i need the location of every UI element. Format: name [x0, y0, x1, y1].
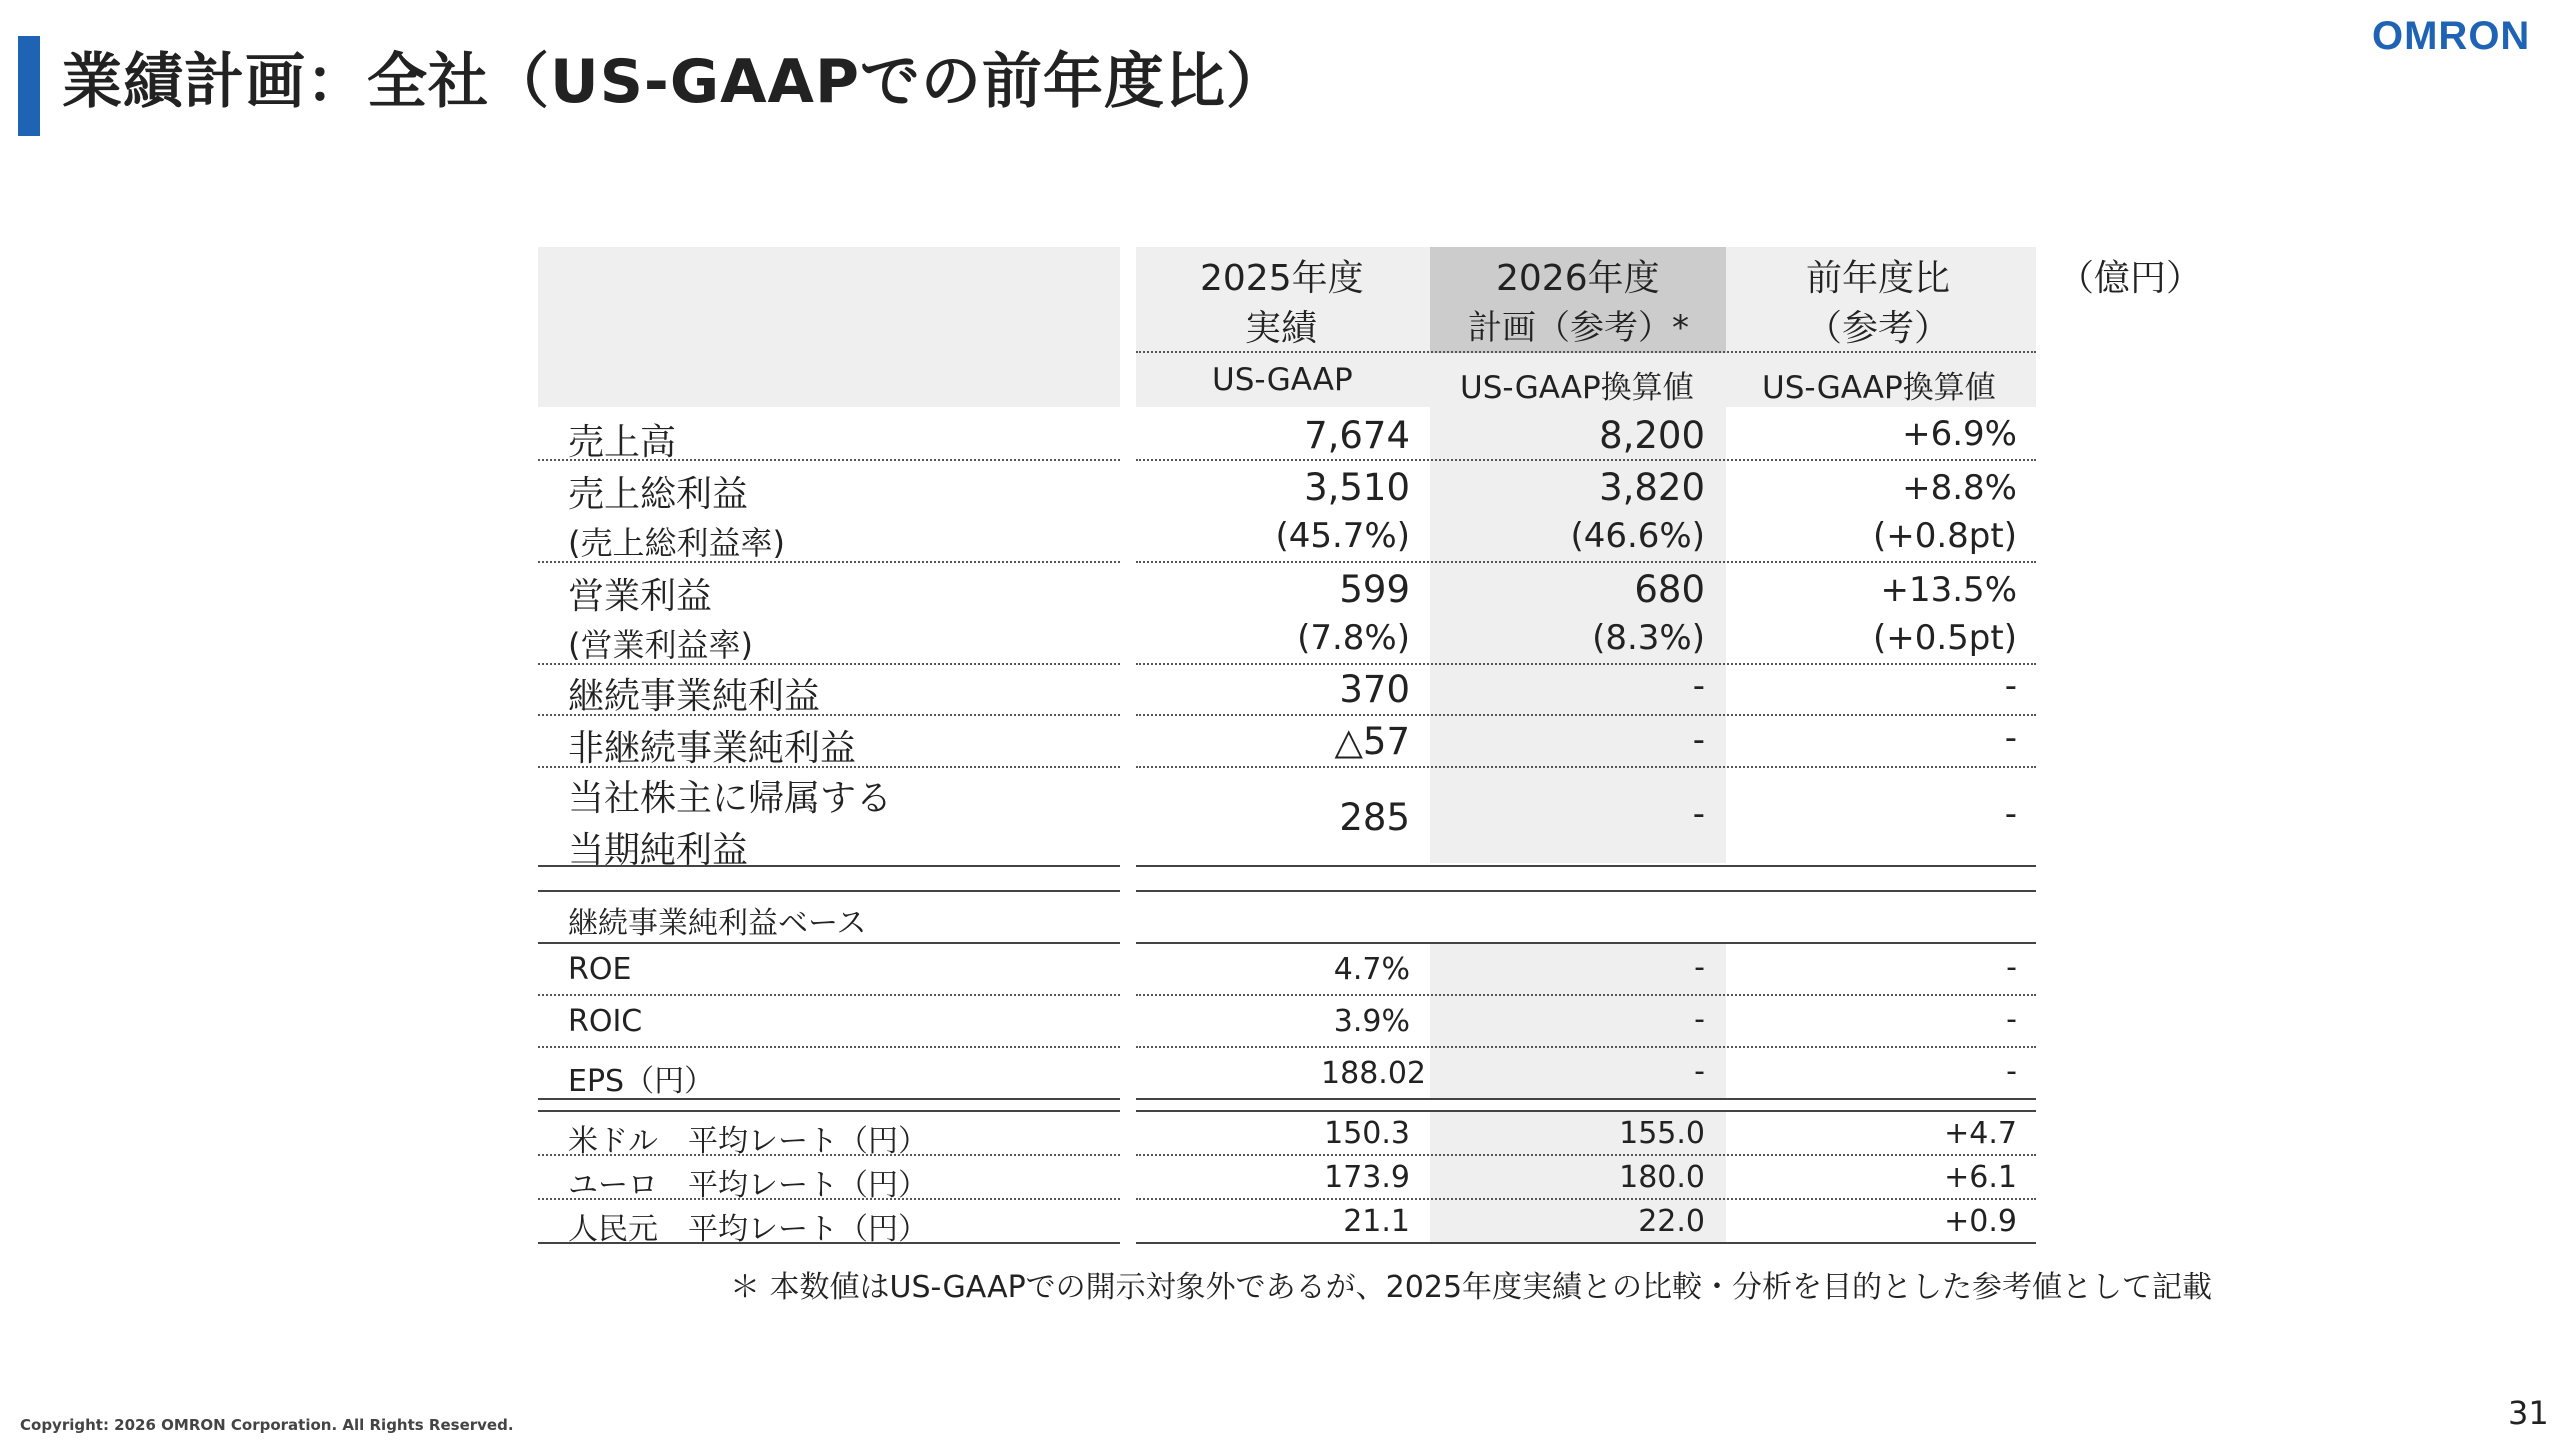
- row-net-label-line1: 当社株主に帰属する: [568, 778, 893, 819]
- page-number: 31: [2508, 1394, 2549, 1432]
- col1-header-year: 2025年度: [1200, 258, 1364, 299]
- row-sales-v2: 8,200: [1599, 414, 1705, 457]
- row-gross-margin-v2: (46.6%): [1570, 516, 1705, 556]
- section-divider: [538, 1098, 1120, 1100]
- col1-header-basis: US-GAAP: [1212, 362, 1353, 398]
- row-net-v3: -: [2004, 794, 2017, 834]
- row-op-v1: 599: [1339, 568, 1410, 611]
- row-discont-v3: -: [2004, 718, 2017, 758]
- row-cont-v3: -: [2004, 666, 2017, 706]
- row-op-margin-v1: (7.8%): [1297, 618, 1410, 658]
- col2-header-year: 2026年度: [1496, 258, 1660, 299]
- rate-cny-v3: +0.9: [1944, 1204, 2017, 1239]
- row-net-v2: -: [1692, 794, 1705, 834]
- rate-eur-v3: +6.1: [1944, 1160, 2017, 1195]
- row-gross-margin-v3: (+0.8pt): [1872, 516, 2017, 556]
- col2-header-basis: US-GAAP換算値: [1460, 370, 1694, 406]
- ratio-eps-label: EPS（円）: [568, 1064, 715, 1099]
- ratio-roe-v2: -: [1694, 950, 1705, 985]
- section-divider: [1136, 890, 2036, 892]
- rate-eur-label: ユーロ 平均レート（円）: [568, 1168, 928, 1203]
- section-divider: [1136, 942, 2036, 944]
- section-divider: [538, 865, 1120, 867]
- rate-usd-v3: +4.7: [1944, 1116, 2017, 1151]
- row-divider: [538, 1198, 1120, 1200]
- row-sales-label: 売上高: [568, 422, 677, 463]
- row-divider: [538, 1046, 1120, 1048]
- col3-header-basis: US-GAAP換算値: [1762, 370, 1996, 406]
- row-divider: [538, 561, 1120, 563]
- col1-header-kind: 実績: [1245, 308, 1318, 349]
- row-gross-margin-v1: (45.7%): [1275, 516, 1410, 556]
- section2-title: 継続事業純利益ベース: [568, 906, 867, 941]
- section-divider: [1136, 1098, 2036, 1100]
- row-gross-v1: 3,510: [1304, 466, 1410, 509]
- omron-logo: OMRON: [2372, 14, 2531, 58]
- col3-header-kind: （参考）: [1806, 308, 1951, 349]
- row-op-v3: +13.5%: [1880, 570, 2017, 610]
- section-divider: [538, 890, 1120, 892]
- row-gross-v3: +8.8%: [1902, 468, 2017, 508]
- header-bg-label: [538, 247, 1120, 407]
- row-discont-label: 非継続事業純利益: [568, 728, 857, 769]
- ratio-roe-v3: -: [2006, 950, 2017, 985]
- header-divider: [1136, 351, 2036, 353]
- rate-eur-v2: 180.0: [1619, 1160, 1705, 1195]
- row-divider: [538, 663, 1120, 665]
- row-divider: [1136, 1198, 2036, 1200]
- footnote: ＊ 本数値はUS-GAAPでの開示対象外であるが、2025年度実績との比較・分析を目的とした参考値として記載: [730, 1270, 2213, 1305]
- ratio-eps-v2: -: [1694, 1054, 1705, 1089]
- ratio-roic-v1: 3.9%: [1333, 1004, 1410, 1039]
- row-net-v1: 285: [1339, 796, 1410, 839]
- ratio-eps-v3: -: [2006, 1054, 2017, 1089]
- row-op-label: 営業利益: [568, 576, 713, 617]
- section-divider: [1136, 865, 2036, 867]
- ratio-roe-label: ROE: [568, 952, 632, 987]
- rate-cny-v2: 22.0: [1638, 1204, 1705, 1239]
- row-divider: [538, 766, 1120, 768]
- ratio-roic-label: ROIC: [568, 1004, 643, 1039]
- row-divider: [1136, 766, 2036, 768]
- section-divider: [538, 1110, 1120, 1112]
- row-gross-label: 売上総利益: [568, 474, 749, 515]
- rate-usd-v1: 150.3: [1324, 1116, 1410, 1151]
- section-divider: [538, 942, 1120, 944]
- row-cont-v1: 370: [1339, 668, 1410, 711]
- row-discont-v2: -: [1692, 720, 1705, 760]
- ratio-roic-v3: -: [2006, 1002, 2017, 1037]
- rate-usd-v2: 155.0: [1619, 1116, 1705, 1151]
- row-gross-v2: 3,820: [1599, 466, 1705, 509]
- row-op-v2: 680: [1634, 568, 1705, 611]
- table-bottom-border: [1136, 1242, 2036, 1244]
- row-divider: [538, 459, 1120, 461]
- row-divider: [538, 714, 1120, 716]
- row-divider: [1136, 1154, 2036, 1156]
- copyright: Copyright: 2026 OMRON Corporation. All Rights Reserved.: [20, 1416, 514, 1434]
- rate-eur-v1: 173.9: [1324, 1160, 1410, 1195]
- rate-cny-v1: 21.1: [1343, 1204, 1410, 1239]
- table-bottom-border: [538, 1242, 1120, 1244]
- row-sales-v3: +6.9%: [1902, 414, 2017, 454]
- row-op-margin-v2: (8.3%): [1592, 618, 1705, 658]
- section-divider: [1136, 1110, 2036, 1112]
- col2-shade-ratios: [1430, 944, 1726, 1098]
- row-divider: [1136, 561, 2036, 563]
- row-gross-margin-label: (売上総利益率): [568, 524, 785, 562]
- row-divider: [1136, 714, 2036, 716]
- row-divider: [1136, 1046, 2036, 1048]
- col3-header-title: 前年度比: [1806, 258, 1951, 299]
- row-divider: [1136, 459, 2036, 461]
- rate-usd-label: 米ドル 平均レート（円）: [568, 1124, 928, 1159]
- row-op-margin-v3: (+0.5pt): [1872, 618, 2017, 658]
- row-net-label-line2: 当期純利益: [568, 830, 749, 871]
- row-op-margin-label: (営業利益率): [568, 626, 753, 664]
- ratio-eps-v1: 188.02: [1321, 1056, 1426, 1091]
- ratio-roic-v2: -: [1694, 1002, 1705, 1037]
- row-discont-v1: △57: [1334, 720, 1410, 763]
- col2-header-kind: 計画（参考）*: [1468, 308, 1689, 348]
- ratio-roe-v1: 4.7%: [1333, 952, 1410, 987]
- row-cont-v2: -: [1692, 666, 1705, 706]
- row-divider: [1136, 994, 2036, 996]
- rate-cny-label: 人民元 平均レート（円）: [568, 1212, 928, 1247]
- title-accent-bar: [18, 36, 40, 136]
- page-title: 業績計画：全社（US-GAAPでの前年度比）: [62, 47, 1287, 117]
- row-sales-v1: 7,674: [1304, 414, 1410, 457]
- row-divider: [1136, 663, 2036, 665]
- unit-label: （億円）: [2058, 258, 2203, 299]
- row-divider: [538, 994, 1120, 996]
- row-cont-label: 継続事業純利益: [568, 676, 821, 717]
- row-divider: [538, 1154, 1120, 1156]
